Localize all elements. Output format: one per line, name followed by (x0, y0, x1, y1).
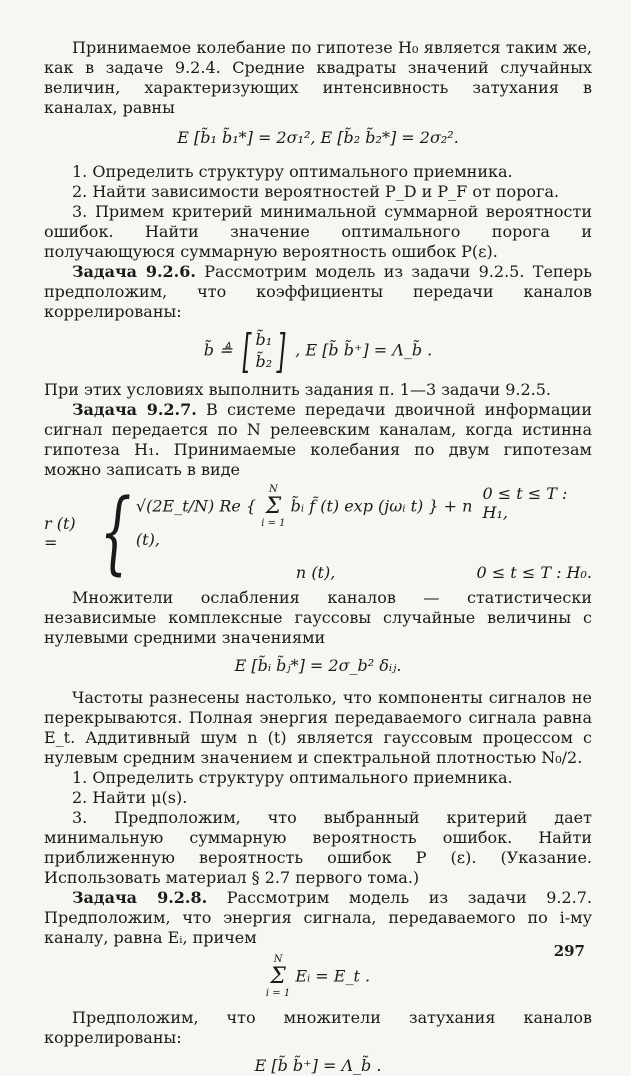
column-matrix: [ b̃₁ b̃₂ ] (242, 324, 286, 378)
task-9-2-7 (44, 400, 592, 480)
equation-received-signal (44, 480, 592, 585)
equation-vector-b (44, 324, 592, 378)
system-row-2-a: n (t), (295, 563, 336, 582)
matrix-entry-1: b̃₁ (255, 330, 273, 349)
task-9-2-7-label: Задача 9.2.7. (72, 400, 197, 419)
equation-correlation: E [b̃ᵢ b̃ⱼ*] = 2σ_b² δᵢⱼ. (234, 656, 402, 675)
task-9-2-6-label: Задача 9.2.6. (72, 262, 196, 281)
sum-energy-upper: N (273, 954, 283, 965)
system-row-1-b: b̃ᵢ f̃ (t) exp (jωᵢ t) } + n (t), (135, 496, 473, 549)
paragraph-frequencies: Частоты разнесены настолько, что компоненты сигналов не перекрываются. Полная энергия передаваемого сигнала равна E_t. Аддитивный шум n (t) является гауссовым процессом с нулевым средним значением и спектральной плотностью N₀/2. (44, 688, 592, 767)
equation-energy-sum (44, 954, 592, 1000)
equation-energy-body: Eᵢ = E_t . (295, 966, 371, 986)
sum-symbol: N Σ i = 1 (261, 484, 286, 529)
paragraph-multipliers: Множители ослабления каналов — статистически независимые комплексные гауссовы случайные величины с нулевыми средними значениями (44, 588, 592, 647)
task-9-2-8-text: Рассмотрим модель из задачи 9.2.7. Предположим, что энергия сигнала, передаваемого по i-му каналу, равна Eᵢ, причем (44, 888, 592, 947)
equation-vector-b-right: , E [b̃ b̃⁺] = Λ_b̃ . (295, 340, 433, 360)
page-number: 297 (553, 942, 585, 960)
page-body (44, 38, 592, 1076)
system-row-1-c: 0 ≤ t ≤ T : H₁, (482, 484, 568, 522)
sum-symbol-energy: N Σ i = 1 (265, 954, 291, 999)
list-item-m2: 2. Найти μ(s). (72, 788, 188, 807)
task-9-2-8-label: Задача 9.2.8. (72, 888, 208, 907)
paragraph-correlated: Предположим, что множители затухания каналов коррелированы: (44, 1008, 592, 1047)
task-9-2-8 (44, 888, 592, 948)
task-9-2-6-text: Рассмотрим модель из задачи 9.2.5. Теперь предположим, что коэффициенты передачи каналов коррелированы: (44, 262, 592, 321)
list-item-m1: 1. Определить структуру оптимального приемника. (72, 768, 513, 787)
list-item-2: 2. Найти зависимости вероятностей P_D и P_F от порога. (72, 182, 560, 201)
list-item-3: 3. Примем критерий минимальной суммарной вероятности ошибок. Найти значение оптимального порога и получающуюся суммарную вероятность ошибок P(ε). (44, 202, 592, 261)
list-item-1: 1. Определить структуру оптимального приемника. (72, 162, 513, 181)
task-9-2-7-text: В системе передачи двоичной информации сигнал передается по N релеевским каналам, когда истинна гипотеза H₁. Принимаемые колебания по двум гипотезам можно записать в виде (44, 400, 592, 479)
system-lhs: r (t) = (44, 514, 76, 552)
equation-lambda: E [b̃ b̃⁺] = Λ_b̃ . (254, 1056, 382, 1075)
task-9-2-6 (44, 262, 592, 322)
matrix-entry-2: b̃₂ (255, 352, 273, 371)
system-row-1-a: √(2E_t/N) Re (135, 496, 241, 516)
system-row-1: √(2E_t/N) Re { N Σ i = 1 b̃ᵢ f̃ (t) exp (jωᵢ t) } + n (t), (135, 484, 473, 549)
paragraph-intro: Принимаемое колебание по гипотезе H₀ является таким же, как в задаче 9.2.4. Средние квадраты значений случайных величин, характеризующих интенсивность затухания в каналах, равны (44, 38, 592, 117)
brace-icon: { (99, 480, 132, 585)
sum-energy-lower: i = 1 (265, 988, 291, 999)
sum-lower: i = 1 (261, 518, 286, 529)
paragraph-conditions: При этих условиях выполнить задания п. 1—3 задачи 9.2.5. (44, 380, 551, 399)
sum-upper: N (269, 484, 278, 495)
equation-vector-b-left: b̃ ≜ (203, 340, 233, 360)
list-item-m3: 3. Предположим, что выбранный критерий дает минимальную суммарную вероятность ошибок. Найти приближенную вероятность ошибок P (ε). (Указание. Использовать материал § 2.7 первого тома.) (44, 808, 592, 887)
equation-variances: E [b̃₁ b̃₁*] = 2σ₁², E [b̃₂ b̃₂*] = 2σ₂². (177, 128, 459, 147)
system-row-2-c: 0 ≤ t ≤ T : H₀. (476, 563, 592, 582)
